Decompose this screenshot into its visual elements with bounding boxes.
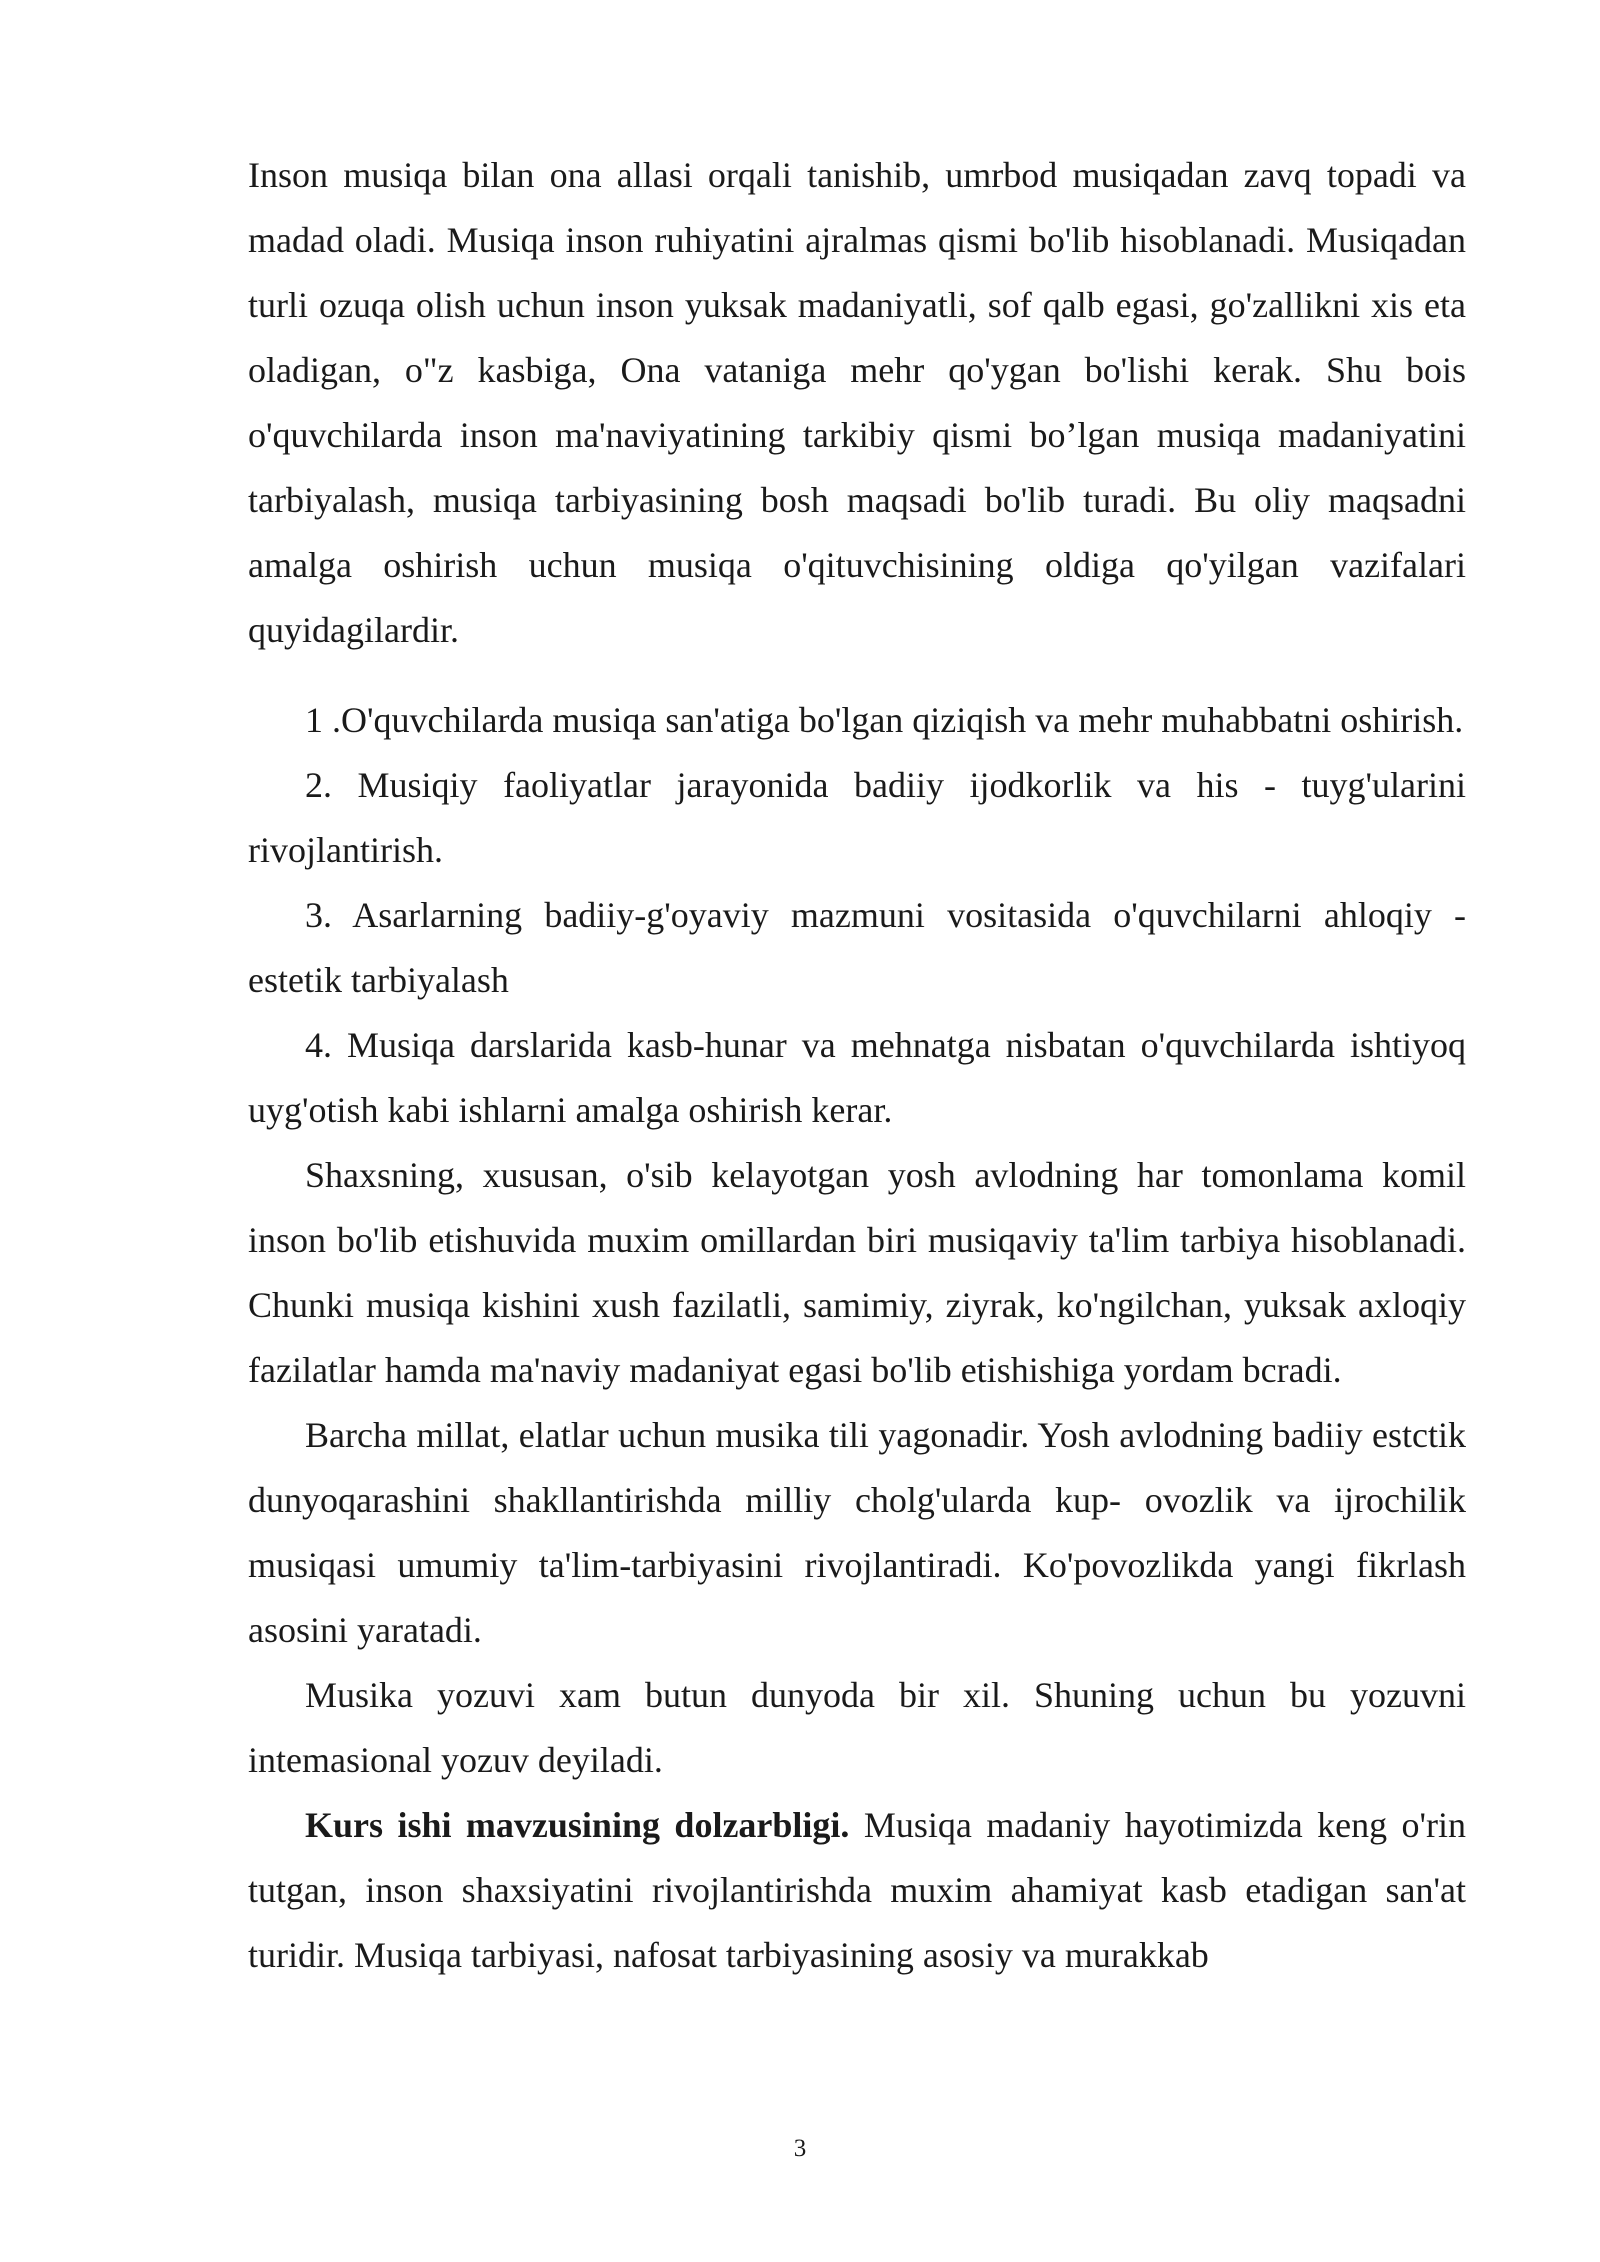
page-body xyxy=(248,143,1466,1988)
page-number: 3 xyxy=(793,2135,807,2162)
list-item-4: 4. Musiqa darslarida kasb-hunar va mehnatga nisbatan o'quvchilarda ishtiyoq uyg'otish kabi ishlarni amalga oshirish kerar. xyxy=(248,1025,1466,1130)
paragraph-notation: Musika yozuvi xam butun dunyoda bir xil. Shuning uchun bu yozuvni intemasional yozuv deyiladi. xyxy=(248,1675,1466,1780)
list-item-2: 2. Musiqiy faoliyatlar jarayonida badiiy ijodkorlik va his - tuyg'ularini rivojlantirish. xyxy=(248,765,1466,870)
paragraph-relevance xyxy=(248,1793,1466,1988)
paragraph-intro: Inson musiqa bilan ona allasi orqali tanishib, umrbod musiqadan zavq topadi va madad oladi. Musiqa inson ruhiyatini ajralmas qismi bo'lib hisoblanadi. Musiqadan turli ozuqa olish uchun inson yuksak madaniyatli, sof qalb egasi, go'zallikni xis eta oladigan, o"z kasbiga, Ona vataniga mehr qo'ygan bo'lishi kerak. Shu bois o'quvchilarda inson ma'naviyatining tarkibiy qismi bo’lgan musiqa madaniyatini tarbiyalash, musiqa tarbiyasining bosh maqsadi bo'lib turadi. Bu oliy maqsadni amalga oshirish uchun musiqa o'qituvchisining oldiga qo'yilgan vazifalari quyidagilardir. xyxy=(248,155,1466,650)
paragraph-nations: Barcha millat, elatlar uchun musika tili yagonadir. Yosh avlodning badiiy estctik dunyoqarashini shakllantirishda milliy cholg'ularda kup- ovozlik va ijrochilik musiqasi umumiy ta'lim-tarbiyasini rivojlantiradi. Ko'povozlikda yangi fikrlash asosini yaratadi. xyxy=(248,1415,1466,1650)
list-item-3: 3. Asarlarning badiiy-g'oyaviy mazmuni vositasida o'quvchilarni ahloqiy - estetik tarbiyalash xyxy=(248,895,1466,1000)
relevance-text: Musiqa madaniy hayotimizda keng o'rin tutgan, inson shaxsiyatini rivojlantirishda muxim ahamiyat kasb etadigan san'at turidir. Musiqa tarbiyasi, nafosat tarbiyasining asosiy va murakkab xyxy=(248,1805,1467,1975)
list-item-1: 1 .O'quvchilarda musiqa san'atiga bo'lgan qiziqish va mehr muhabbatni oshirish. xyxy=(305,700,1464,740)
relevance-heading: Kurs ishi mavzusining dolzarbligi. xyxy=(305,1805,850,1845)
paragraph-personality: Shaxsning, xususan, o'sib kelayotgan yosh avlodning har tomonlama komil inson bo'lib etishuvida muxim omillardan biri musiqaviy ta'lim tarbiya hisoblanadi. Chunki musiqa kishini xush fazilatli, samimiy, ziyrak, ko'ngilchan, yuksak axloqiy fazilatlar hamda ma'naviy madaniyat egasi bo'lib etishishiga yordam bcradi. xyxy=(248,1155,1466,1390)
